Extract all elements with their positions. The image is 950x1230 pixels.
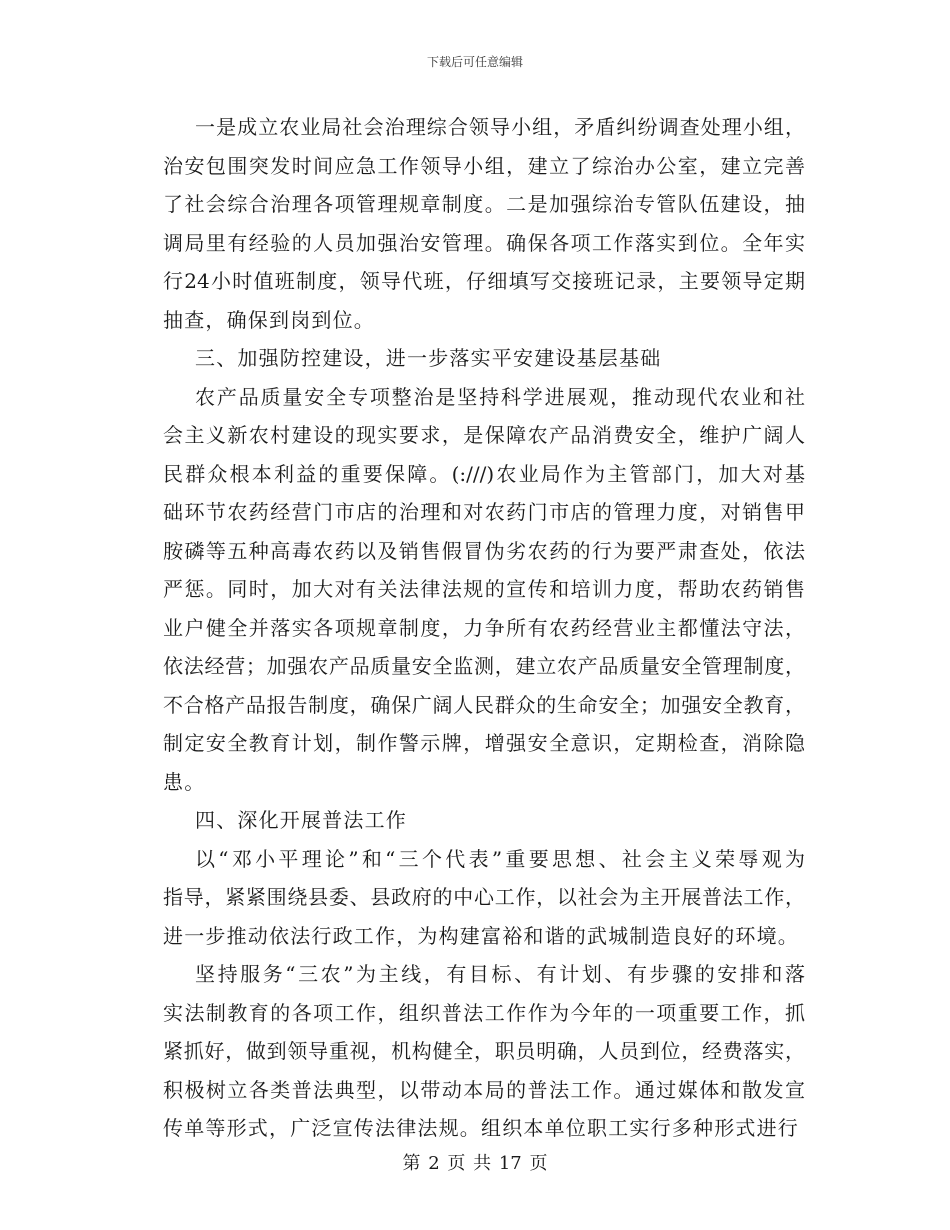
text-line: 坚持服务“三农”为主线，有目标、有计划、有步骤的安排和落: [195, 962, 805, 986]
text-line: 一是成立农业局社会治理综合领导小组，矛盾纠纷调查处理小组，: [195, 115, 805, 139]
page-footer-number: 第 2 页 共 17 页: [402, 1153, 548, 1174]
text-line: 业户健全并落实各项规章制度，力争所有农药经营业主都懂法守法，: [163, 615, 805, 640]
paragraph-p3: [163, 840, 805, 956]
text-line: 础环节农药经营门市店的治理和对农药门市店的管理力度，对销售甲: [163, 500, 805, 524]
text-line: 会主义新农村建设的现实要求，是保障农产品消费安全，维护广阔人: [163, 423, 805, 447]
page-header-note: 下载后可任意编辑: [426, 55, 523, 69]
text-line: 农产品质量安全专项整治是坚持科学进展观，推动现代农业和社: [195, 384, 805, 409]
text-line: 紧抓好，做到领导重视，机构健全，职员明确，人员到位，经费落实，: [163, 1039, 805, 1063]
document-body: [163, 108, 805, 1148]
paragraph-p2: [163, 378, 805, 802]
text-line: 进一步推动依法行政工作，为构建富裕和谐的武城制造良好的环境。: [163, 923, 799, 948]
paragraph-p1: [163, 108, 805, 339]
text-line: 制定安全教育计划，制作警示牌，增强安全意识，定期检查，消除隐: [163, 731, 805, 755]
text-line: 严惩。同时，加大对有关法律法规的宣传和培训力度，帮助农药销售: [163, 577, 805, 601]
text-line: 不合格产品报告制度，确保广阔人民群众的生命安全；加强安全教育，: [163, 692, 805, 717]
text-line: 指导，紧紧围绕县委、县政府的中心工作，以社会为主开展普法工作，: [163, 885, 805, 909]
text-line: 了社会综合治理各项管理规章制度。二是加强综治专管队伍建设，抽: [163, 192, 805, 216]
text-line: 治安包围突发时间应急工作领导小组，建立了综治办公室，建立完善: [163, 153, 805, 178]
text-line: 胺磷等五种高毒农药以及销售假冒伪劣农药的行为要严肃查处，依法: [163, 538, 805, 563]
text-line: 实法制教育的各项工作，组织普法工作作为今年的一项重要工作，抓: [163, 1000, 805, 1025]
text-line: 民群众根本利益的重要保障。(:///)农业局作为主管部门，加大对基: [163, 461, 805, 486]
text-line: 传单等形式，广泛宣传法律法规。组织本单位职工实行多种形式进行: [163, 1116, 799, 1140]
text-line: 患。: [163, 769, 206, 794]
text-line: 抽查，确保到岗到位。: [163, 307, 375, 332]
text-line: 四、深化开展普法工作: [195, 808, 407, 832]
text-line: 依法经营；加强农产品质量安全监测，建立农产品质量安全管理制度，: [163, 654, 805, 678]
text-line: 三、加强防控建设，进一步落实平安建设基层基础: [195, 346, 662, 370]
text-line: 积极树立各类普法典型，以带动本局的普法工作。通过媒体和散发宣: [163, 1077, 805, 1102]
text-line: 行24小时值班制度，领导代班，仔细填写交接班记录，主要领导定期: [163, 269, 805, 293]
text-line: 以“邓小平理论”和“三个代表”重要思想、社会主义荣辱观为: [195, 846, 805, 871]
paragraph-p4: [163, 955, 805, 1148]
paragraph-h4: [163, 801, 805, 840]
text-line: 调局里有经验的人员加强治安管理。确保各项工作落实到位。全年实: [163, 230, 805, 255]
paragraph-h3: [163, 339, 805, 378]
